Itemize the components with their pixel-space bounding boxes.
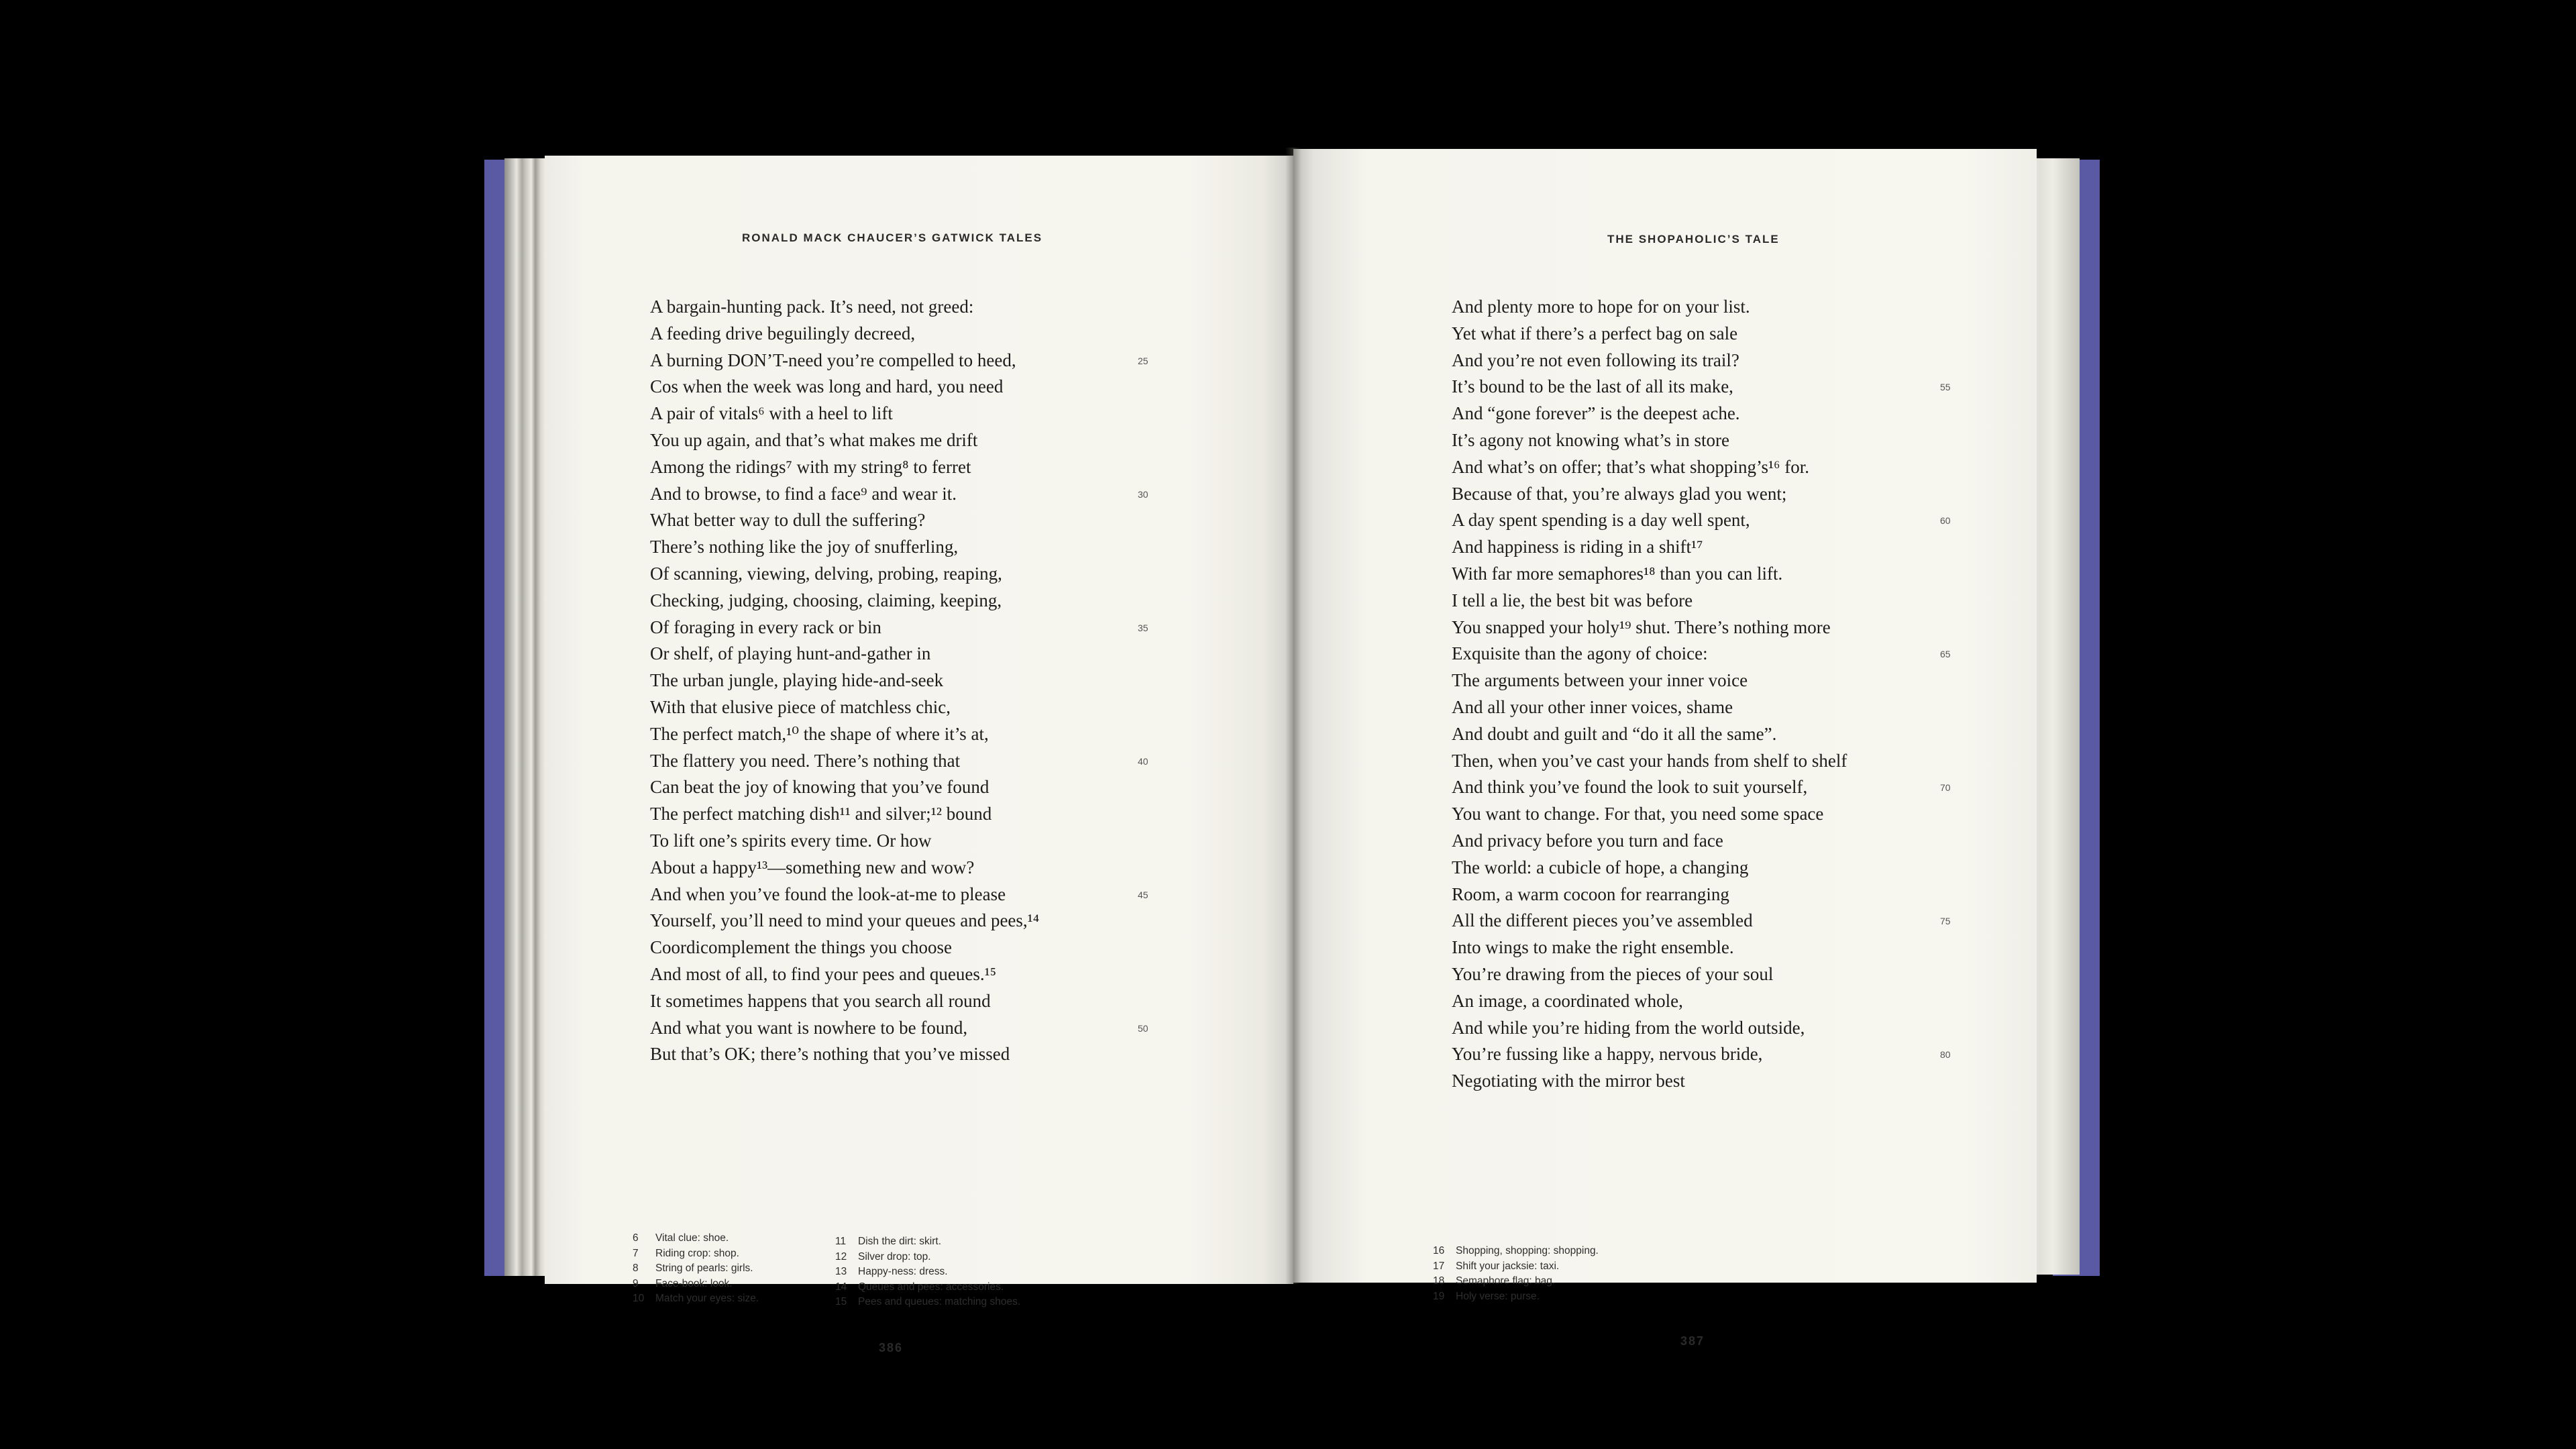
footnote-text: Shopping, shopping: shopping.	[1456, 1245, 1599, 1256]
verse-line: A feeding drive beguilingly decreed,	[650, 323, 916, 343]
verse-line: Among the ridings⁷ with my string⁸ to ferret	[650, 456, 971, 477]
footnote-number: 17	[1433, 1260, 1445, 1272]
line-number: 50	[1138, 1022, 1148, 1034]
running-head-right: THE SHOPAHOLIC’S TALE	[1607, 233, 1780, 246]
footnote-number: 14	[835, 1281, 847, 1293]
footnote	[633, 1277, 759, 1292]
footnote	[835, 1295, 1020, 1310]
verse-line: Coordicomplement the things you choose	[650, 937, 952, 958]
verse-line: And to browse, to find a face⁹ and wear it.	[650, 483, 957, 504]
footnote-number: 8	[633, 1263, 639, 1274]
verse-line: Of scanning, viewing, delving, probing, reaping,	[650, 563, 1002, 584]
footnote-number: 6	[633, 1232, 639, 1244]
verse-line: And doubt and guilt and “do it all the same”.	[1452, 723, 1777, 744]
footnote-text: Happy-ness: dress.	[858, 1266, 948, 1277]
verse-line: And all your other inner voices, shame	[1452, 696, 1733, 717]
line-number: 60	[1940, 515, 1951, 527]
footnote	[1433, 1244, 1599, 1259]
verse-line: And while you’re hiding from the world outside,	[1452, 1017, 1805, 1038]
verse-line: An image, a coordinated whole,	[1452, 990, 1683, 1011]
footnote-text: Silver drop: top.	[858, 1250, 931, 1263]
footnote	[835, 1234, 1020, 1250]
footnote-text: Queues and pees: accessories.	[858, 1281, 1004, 1293]
verse-line: The flattery you need. There’s nothing that	[650, 750, 961, 771]
verse-line: And privacy before you turn and face	[1452, 830, 1723, 851]
verse-line: You up again, and that’s what makes me drift	[650, 429, 978, 450]
footnote-text: Shift your jacksie: taxi.	[1456, 1260, 1560, 1272]
footnotes-left-col1	[633, 1231, 759, 1307]
verse-line: A bargain-hunting pack. It’s need, not greed:	[650, 297, 974, 317]
footnote-number: 13	[835, 1266, 847, 1277]
verse-line: What better way to dull the suffering?	[650, 510, 926, 531]
poem-text-left	[650, 294, 1039, 1068]
verse-line: A burning DON’T-need you’re compelled to heed,	[650, 350, 1016, 370]
footnote-number: 11	[835, 1236, 847, 1247]
page-number-left: 386	[879, 1341, 904, 1354]
footnote-text: Pees and queues: matching shoes.	[858, 1296, 1021, 1307]
verse-line: And what’s on offer; that’s what shopping’s¹⁶ for.	[1452, 456, 1809, 477]
line-number: 40	[1138, 755, 1148, 767]
verse-line: A pair of vitals⁶ with a heel to lift	[650, 403, 893, 424]
verse-line: All the different pieces you’ve assembled	[1452, 910, 1753, 931]
verse-line: There’s nothing like the joy of snufferling,	[650, 537, 959, 557]
verse-line: It sometimes happens that you search all round	[650, 990, 991, 1011]
verse-line: And happiness is riding in a shift¹⁷	[1452, 537, 1703, 557]
verse-line: Cos when the week was long and hard, you need	[650, 376, 1004, 397]
footnote-number: 16	[1433, 1245, 1445, 1256]
verse-line: You’re drawing from the pieces of your soul	[1452, 963, 1774, 984]
line-number: 55	[1940, 382, 1951, 393]
page-stack-left	[504, 158, 546, 1276]
verse-line: The world: a cubicle of hope, a changing	[1452, 857, 1749, 877]
footnote-text: Vital clue: shoe.	[655, 1232, 729, 1244]
verse-line: You want to change. For that, you need some space	[1452, 804, 1824, 824]
footnote-number: 9	[633, 1277, 639, 1289]
verse-line: To lift one’s spirits every time. Or how	[650, 830, 932, 851]
verse-line: I tell a lie, the best bit was before	[1452, 590, 1693, 610]
line-number: 25	[1138, 355, 1148, 366]
verse-line: Checking, judging, choosing, claiming, keeping,	[650, 590, 1002, 610]
verse-line: It’s bound to be the last of all its make,	[1452, 376, 1733, 397]
line-number: 65	[1940, 649, 1951, 660]
verse-line: Can beat the joy of knowing that you’ve found	[650, 777, 989, 798]
footnote	[835, 1265, 1020, 1280]
line-number: 35	[1138, 622, 1148, 633]
verse-line: Exquisite than the agony of choice:	[1452, 643, 1708, 664]
verse-line: And what you want is nowhere to be found,	[650, 1017, 968, 1038]
footnotes-left-col2	[835, 1234, 1020, 1310]
footnote-number: 7	[633, 1247, 639, 1259]
verse-line: And you’re not even following its trail?	[1452, 350, 1739, 370]
verse-line: And plenty more to hope for on your list.	[1452, 297, 1750, 317]
right-page	[1293, 149, 2037, 1348]
verse-line: Negotiating with the mirror best	[1452, 1071, 1685, 1091]
footnote	[633, 1246, 759, 1262]
book-gutter	[1285, 148, 1301, 1284]
footnote-text: String of pearls: girls.	[655, 1263, 753, 1274]
line-number: 45	[1138, 889, 1148, 900]
left-page	[545, 156, 1293, 1354]
footnote-text: Holy verse: purse.	[1456, 1290, 1540, 1302]
verse-line: The perfect matching dish¹¹ and silver;¹² bound	[650, 804, 992, 824]
page-number-right: 387	[1680, 1334, 1705, 1348]
verse-line: About a happy¹³—something new and wow?	[650, 857, 975, 877]
line-number: 80	[1940, 1049, 1951, 1061]
poem-text-right	[1452, 294, 1847, 1095]
footnote-text: Face-book: look.	[655, 1277, 733, 1289]
verse-line: The arguments between your inner voice	[1452, 670, 1748, 691]
verse-line: It’s agony not knowing what’s in store	[1452, 429, 1729, 450]
footnote-text: Semaphore flag: bag.	[1456, 1275, 1556, 1287]
footnote	[835, 1280, 1020, 1295]
verse-line: And most of all, to find your pees and queues.¹⁵	[650, 963, 997, 984]
verse-line: Yourself, you’ll need to mind your queues and pees,¹⁴	[650, 910, 1040, 931]
footnote-number: 12	[835, 1250, 847, 1263]
footnote-number: 18	[1433, 1275, 1445, 1287]
footnote	[633, 1261, 759, 1277]
verse-line: The urban jungle, playing hide-and-seek	[650, 670, 944, 691]
footnote-number: 10	[633, 1293, 645, 1304]
line-number: 70	[1940, 782, 1951, 794]
verse-line: And when you’ve found the look-at-me to please	[650, 883, 1006, 904]
footnote	[1433, 1274, 1599, 1289]
verse-line: Because of that, you’re always glad you went;	[1452, 483, 1787, 504]
verse-line: Room, a warm cocoon for rearranging	[1452, 883, 1729, 904]
footnote	[1433, 1259, 1599, 1275]
footnote	[1433, 1289, 1599, 1305]
verse-line: You’re fussing like a happy, nervous bride,	[1452, 1044, 1763, 1065]
verse-line: Yet what if there’s a perfect bag on sale	[1452, 323, 1738, 343]
footnote	[835, 1250, 1020, 1265]
verse-line: Or shelf, of playing hunt-and-gather in	[650, 643, 931, 664]
footnotes-right	[1433, 1244, 1599, 1304]
footnote	[633, 1291, 759, 1307]
verse-line: A day spent spending is a day well spent,	[1452, 510, 1750, 531]
footnote-text: Dish the dirt: skirt.	[858, 1236, 942, 1247]
footnote	[633, 1231, 759, 1246]
verse-line: Into wings to make the right ensemble.	[1452, 937, 1734, 958]
footnote-text: Riding crop: shop.	[655, 1247, 739, 1259]
verse-line: But that’s OK; there’s nothing that you’ve missed	[650, 1044, 1010, 1065]
verse-line: With far more semaphores¹⁸ than you can lift.	[1452, 563, 1783, 584]
running-head-left: RONALD MACK CHAUCER’S GATWICK TALES	[742, 231, 1043, 244]
line-number: 30	[1138, 488, 1148, 500]
verse-line: Then, when you’ve cast your hands from shelf to shelf	[1452, 750, 1847, 771]
verse-line: And “gone forever” is the deepest ache.	[1452, 403, 1740, 424]
verse-line: Of foraging in every rack or bin	[650, 616, 881, 637]
verse-line: And think you’ve found the look to suit yourself,	[1452, 777, 1808, 798]
line-number: 75	[1940, 916, 1951, 927]
footnote-number: 15	[835, 1296, 847, 1307]
verse-line: With that elusive piece of matchless chic,	[650, 696, 951, 717]
footnote-number: 19	[1433, 1290, 1445, 1302]
verse-line: You snapped your holy¹⁹ shut. There’s nothing more	[1452, 616, 1831, 637]
footnote-text: Match your eyes: size.	[655, 1293, 759, 1304]
verse-line: The perfect match,¹⁰ the shape of where it’s at,	[650, 723, 989, 744]
